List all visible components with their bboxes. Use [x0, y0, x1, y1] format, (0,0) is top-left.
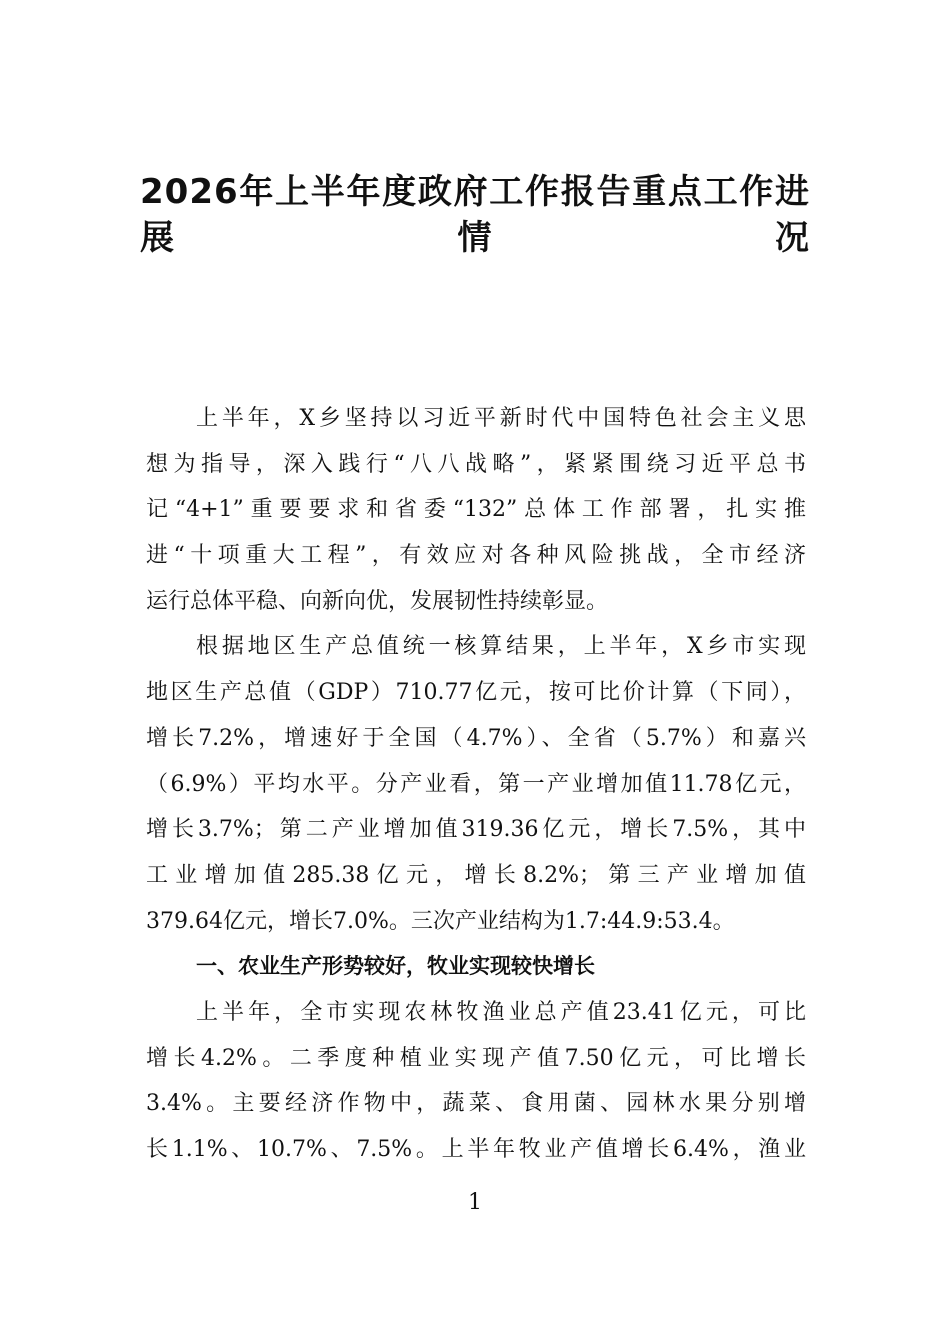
- paragraph-2-line: 增长7.2%，增速好于全国（4.7%）、全省（5.7%）和嘉兴: [146, 725, 806, 751]
- title-line-2: 展情况: [140, 217, 810, 258]
- document-title: [140, 166, 810, 257]
- paragraph-1: [146, 396, 806, 624]
- paragraph-1-line: 运行总体平稳、向新向优，发展韧性持续彰显。: [146, 588, 609, 614]
- paragraph-3-line: 增长4.2%。二季度种植业实现产值7.50亿元，可比增长: [146, 1045, 806, 1071]
- paragraph-2-line: 379.64亿元，增长7.0%。三次产业结构为1.7:44.9:53.4。: [146, 908, 735, 934]
- title-line-1: 2026年上半年度政府工作报告重点工作进: [140, 172, 810, 212]
- paragraph-3: [146, 990, 806, 1173]
- paragraph-2-line: 增长3.7%；第二产业增加值319.36亿元，增长7.5%，其中: [146, 817, 806, 843]
- paragraph-2-line: 地区生产总值（GDP）710.77亿元，按可比价计算（下同），: [146, 680, 806, 706]
- paragraph-1-line: 想为指导，深入践行“八八战略”，紧紧围绕习近平总书: [146, 451, 806, 477]
- paragraph-2-line: 工业增加值285.38亿元，增长8.2%；第三产业增加值: [146, 862, 806, 888]
- section-heading: 一、农业生产形势较好，牧业实现较快增长: [196, 954, 595, 979]
- paragraph-2: [146, 624, 806, 944]
- page-number: 1: [468, 1190, 482, 1215]
- paragraph-3-line: 上半年，全市实现农林牧渔业总产值23.41亿元，可比: [196, 999, 806, 1025]
- paragraph-3-line: 3.4%。主要经济作物中，蔬菜、食用菌、园林水果分别增: [146, 1091, 806, 1117]
- paragraph-1-line: 上半年，X乡坚持以习近平新时代中国特色社会主义思: [196, 406, 806, 431]
- paragraph-1-line: 记“4+1”重要要求和省委“132”总体工作部署，扎实推: [146, 497, 806, 523]
- document-body: [146, 396, 806, 1173]
- paragraph-1-line: 进“十项重大工程”，有效应对各种风险挑战，全市经济: [146, 543, 806, 569]
- paragraph-2-line: 根据地区生产总值统一核算结果，上半年，X乡市实现: [196, 634, 806, 660]
- paragraph-2-line: （6.9%）平均水平。分产业看，第一产业增加值11.78亿元，: [146, 771, 806, 797]
- paragraph-3-line: 长1.1%、10.7%、7.5%。上半年牧业产值增长6.4%，渔业: [146, 1137, 806, 1162]
